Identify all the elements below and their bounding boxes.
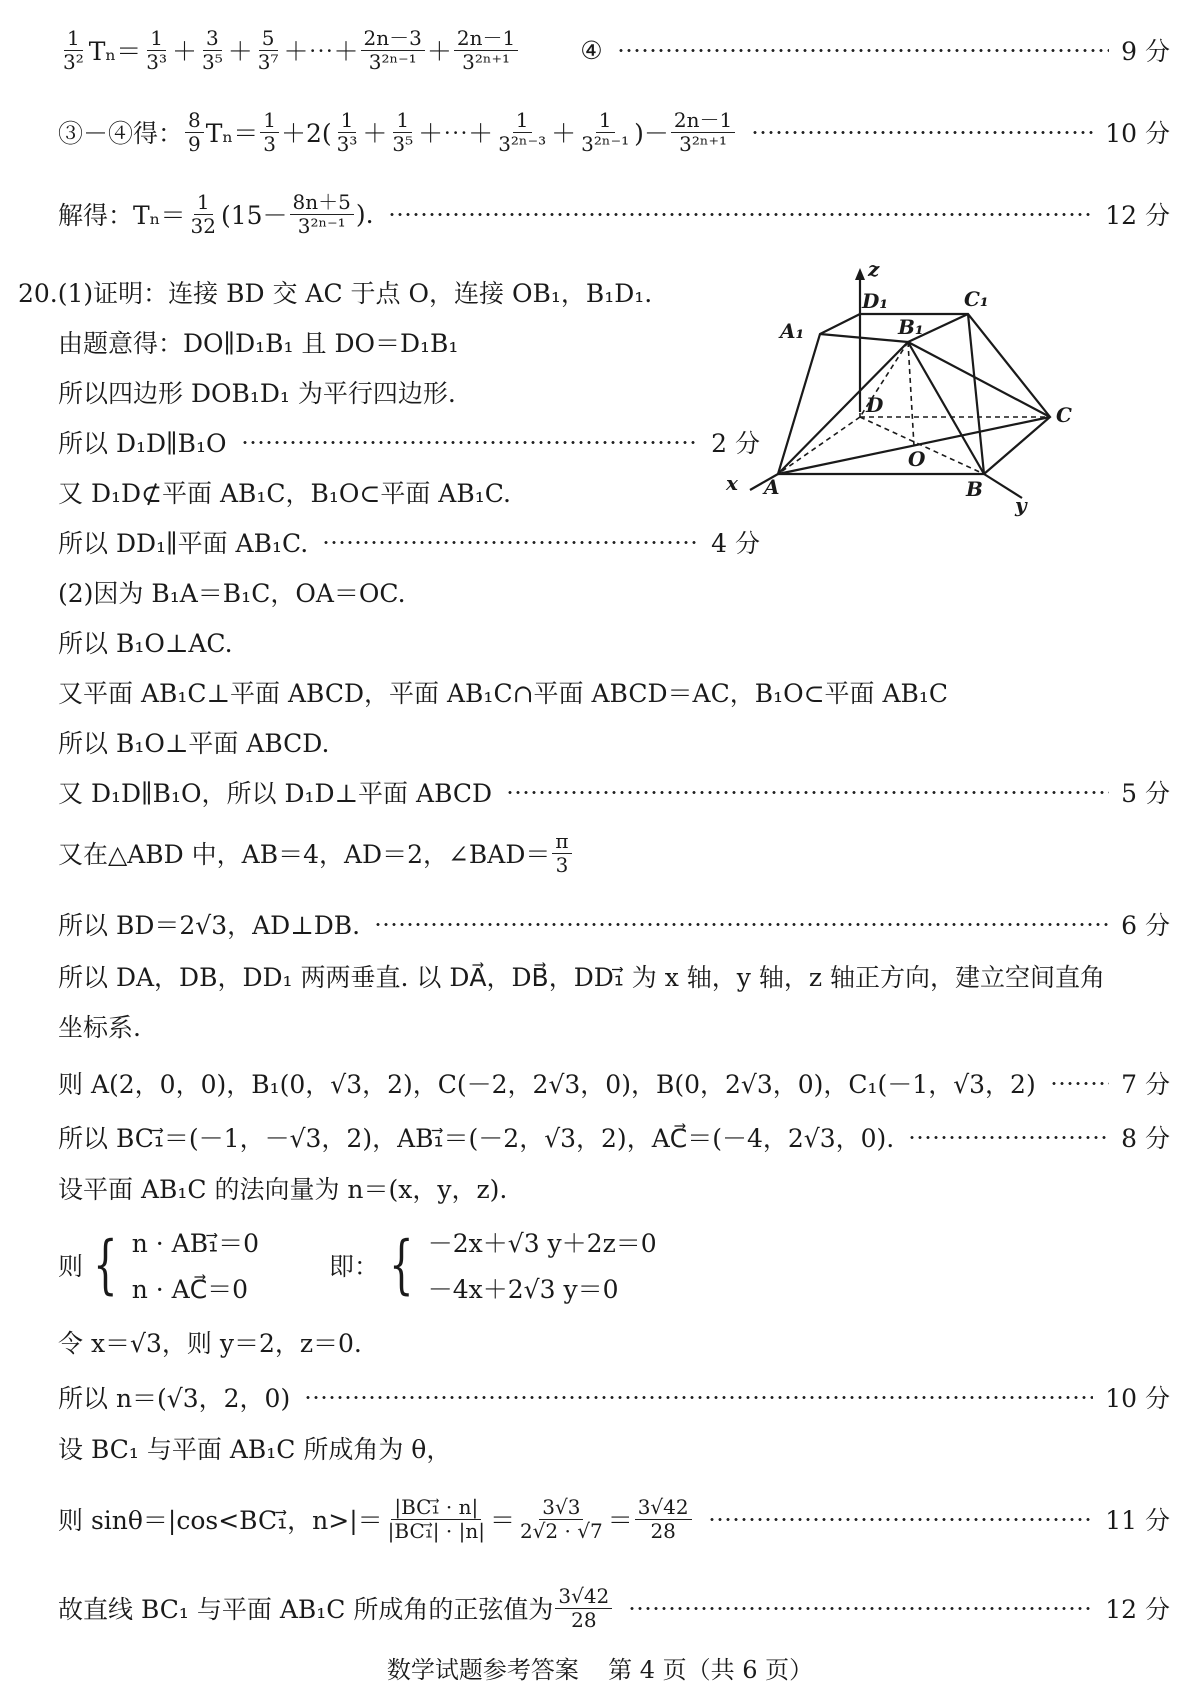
label-b: B	[966, 477, 983, 501]
footer-page-number: 第 4 页（共 6 页）	[608, 1656, 814, 1684]
line-1	[58, 22, 1170, 78]
leader-dots	[388, 213, 1094, 216]
line-16: 所以 BD＝2√3，AD⊥DB. 6 分	[58, 904, 1170, 944]
label-y: y	[1015, 493, 1027, 517]
line-26: 则 sinθ＝|cos<BC₁⃗，n>|＝ $\frac{\text{|BC₁⃗ · n|}}{\text{|BC₁⃗| · |n|}}$ ＝ $\frac{3√3}{2√2 \cdot √7}$ ＝ $\frac{3√42}{28}$ 11 分	[58, 1494, 1170, 1543]
line-15: 又在△ABD 中，AB＝4，AD＝2，∠BAD＝ $\frac{\pi}{3}$	[58, 822, 1170, 884]
line-23: 令 x＝√3，则 y＝2，z＝0.	[58, 1329, 362, 1358]
line-13: 所以 B₁O⊥平面 ABCD.	[58, 729, 330, 758]
label-o: O	[908, 447, 926, 471]
leader-dots	[628, 1607, 1093, 1610]
score-label: 6 分	[1121, 911, 1170, 940]
leader-dots	[322, 541, 699, 544]
label-z: z	[868, 257, 880, 281]
score-label: 2 分	[711, 429, 760, 458]
line-11: 所以 B₁O⊥AC.	[58, 629, 233, 658]
label-a: A	[764, 475, 780, 499]
line-19: 则 A(2，0，0)，B₁(0，√3，2)，C(－2，2√3，0)，B(0，2√3，0)，C₁(－1，√3，2) 7 分	[58, 1062, 1170, 1104]
leader-dots	[751, 131, 1093, 134]
leader-dots	[506, 791, 1109, 794]
label-c1: C₁	[964, 287, 989, 311]
score-label: 9 分	[1121, 37, 1170, 66]
equation-solution: 解得：Tₙ＝ $\frac{1}{32}$ (15－ $\frac{8n+5}{\text{3²ⁿ⁻¹}}$ ).	[58, 189, 374, 238]
score-label: 10 分	[1105, 119, 1170, 148]
score-label: 5 分	[1121, 779, 1170, 808]
score-label: 8 分	[1121, 1124, 1170, 1153]
leader-dots	[708, 1518, 1094, 1521]
line-17: 所以 DA，DB，DD₁ 两两垂直. 以 DA⃗，DB⃗，DD₁⃗ 为 x 轴，y 轴，z 轴正方向，建立空间直角	[58, 963, 1105, 992]
line-21: 设平面 AB₁C 的法向量为 n＝(x，y，z).	[58, 1175, 508, 1204]
label-d1: D₁	[862, 289, 889, 313]
leader-dots	[617, 49, 1109, 52]
z-axis-arrow	[855, 268, 865, 280]
line-18: 坐标系.	[58, 1013, 141, 1042]
edge-a1b1	[820, 334, 908, 342]
score-label: 12 分	[1105, 1595, 1170, 1624]
line-14: 又 D₁D∥B₁O，所以 D₁D⊥平面 ABCD 5 分	[58, 772, 1170, 812]
leader-dots	[908, 1136, 1109, 1139]
line-8: 又 D₁D⊄平面 AB₁C，B₁O⊂平面 AB₁C.	[58, 479, 511, 508]
line-2	[58, 102, 1170, 162]
label-c: C	[1056, 403, 1072, 427]
score-label: 7 分	[1121, 1070, 1170, 1099]
label-a1: A₁	[780, 319, 805, 343]
edge-b1o	[908, 342, 914, 446]
cases-left: { n · AB₁⃗＝0 n · AC⃗＝0	[93, 1228, 260, 1304]
leader-dots	[241, 441, 700, 444]
label-x: x	[726, 471, 738, 495]
score-label: 4 分	[711, 529, 760, 558]
equation-tag: ④	[580, 35, 603, 65]
score-label: 11 分	[1105, 1506, 1170, 1535]
line-25: 设 BC₁ 与平面 AB₁C 所成角为 θ，	[58, 1435, 452, 1464]
line-7: 所以 D₁D∥B₁O 2 分	[58, 422, 760, 462]
cases-right: { －2x＋√3 y＋2z＝0 －4x＋2√3 y＝0	[389, 1228, 657, 1304]
line-10: (2)因为 B₁A＝B₁C，OA＝OC.	[58, 579, 406, 608]
label-b1: B₁	[898, 315, 924, 339]
score-label: 12 分	[1105, 201, 1170, 230]
line-12: 又平面 AB₁C⊥平面 ABCD，平面 AB₁C∩平面 ABCD＝AC，B₁O⊂平面 AB₁C	[58, 679, 949, 708]
line-20: 所以 BC₁⃗＝(－1，－√3，2)，AB₁⃗＝(－2，√3，2)，AC⃗＝(－4，2√3，0). 8 分	[58, 1116, 1170, 1158]
page-footer	[0, 1650, 1200, 1685]
line-27: 故直线 BC₁ 与平面 AB₁C 所成角的正弦值为 $\frac{3√42}{28}$ 12 分	[58, 1583, 1170, 1632]
footer-title: 数学试题参考答案	[386, 1656, 579, 1684]
leader-dots	[304, 1396, 1093, 1399]
line-9: 所以 DD₁∥平面 AB₁C. 4 分	[58, 522, 760, 562]
score-label: 10 分	[1105, 1384, 1170, 1413]
leader-dots	[374, 923, 1109, 926]
line-4: 20.(1)证明：连接 BD 交 AC 于点 O，连接 OB₁，B₁D₁.	[18, 279, 653, 308]
line-6: 所以四边形 DOB₁D₁ 为平行四边形.	[58, 379, 456, 408]
equation-tn-third: $\frac{1}{\text{3²}}$ Tₙ＝ $\frac{1}{\text{3³}}$ ＋ $\frac{3}{\text{3⁵}}$ ＋ $\frac{5}{\text{3⁷}}$ ＋⋯＋ $\frac{2n-3}{\text{3²ⁿ⁻¹}}$ ＋ $\frac{2n-1}{\text{3²ⁿ⁺¹}}$ ④	[63, 25, 603, 74]
line-3	[58, 184, 1170, 244]
line-5: 由题意得：DO∥D₁B₁ 且 DO＝D₁B₁	[58, 329, 459, 358]
line-22-system: 则 { n · AB₁⃗＝0 n · AC⃗＝0 即： { －2x＋√3 y＋2z＝0 －4x＋2√3 y＝0	[58, 1218, 1170, 1312]
leader-dots	[1050, 1082, 1109, 1085]
label-d: D	[866, 393, 884, 417]
equation-subtract: ③－④得： $\frac{8}{9}$ Tₙ＝ $\frac{1}{3}$ ＋2( $\frac{1}{\text{3³}}$ ＋ $\frac{1}{\text{3⁵}}$ ＋⋯＋ $\frac{1}{\text{3²ⁿ⁻³}}$ ＋ $\frac{1}{\text{3²ⁿ⁻¹}}$ )－ $\frac{2n-1}{\text{3²ⁿ⁺¹}}$	[58, 109, 737, 156]
line-24: 所以 n＝(√3，2，0) 10 分	[58, 1376, 1170, 1418]
